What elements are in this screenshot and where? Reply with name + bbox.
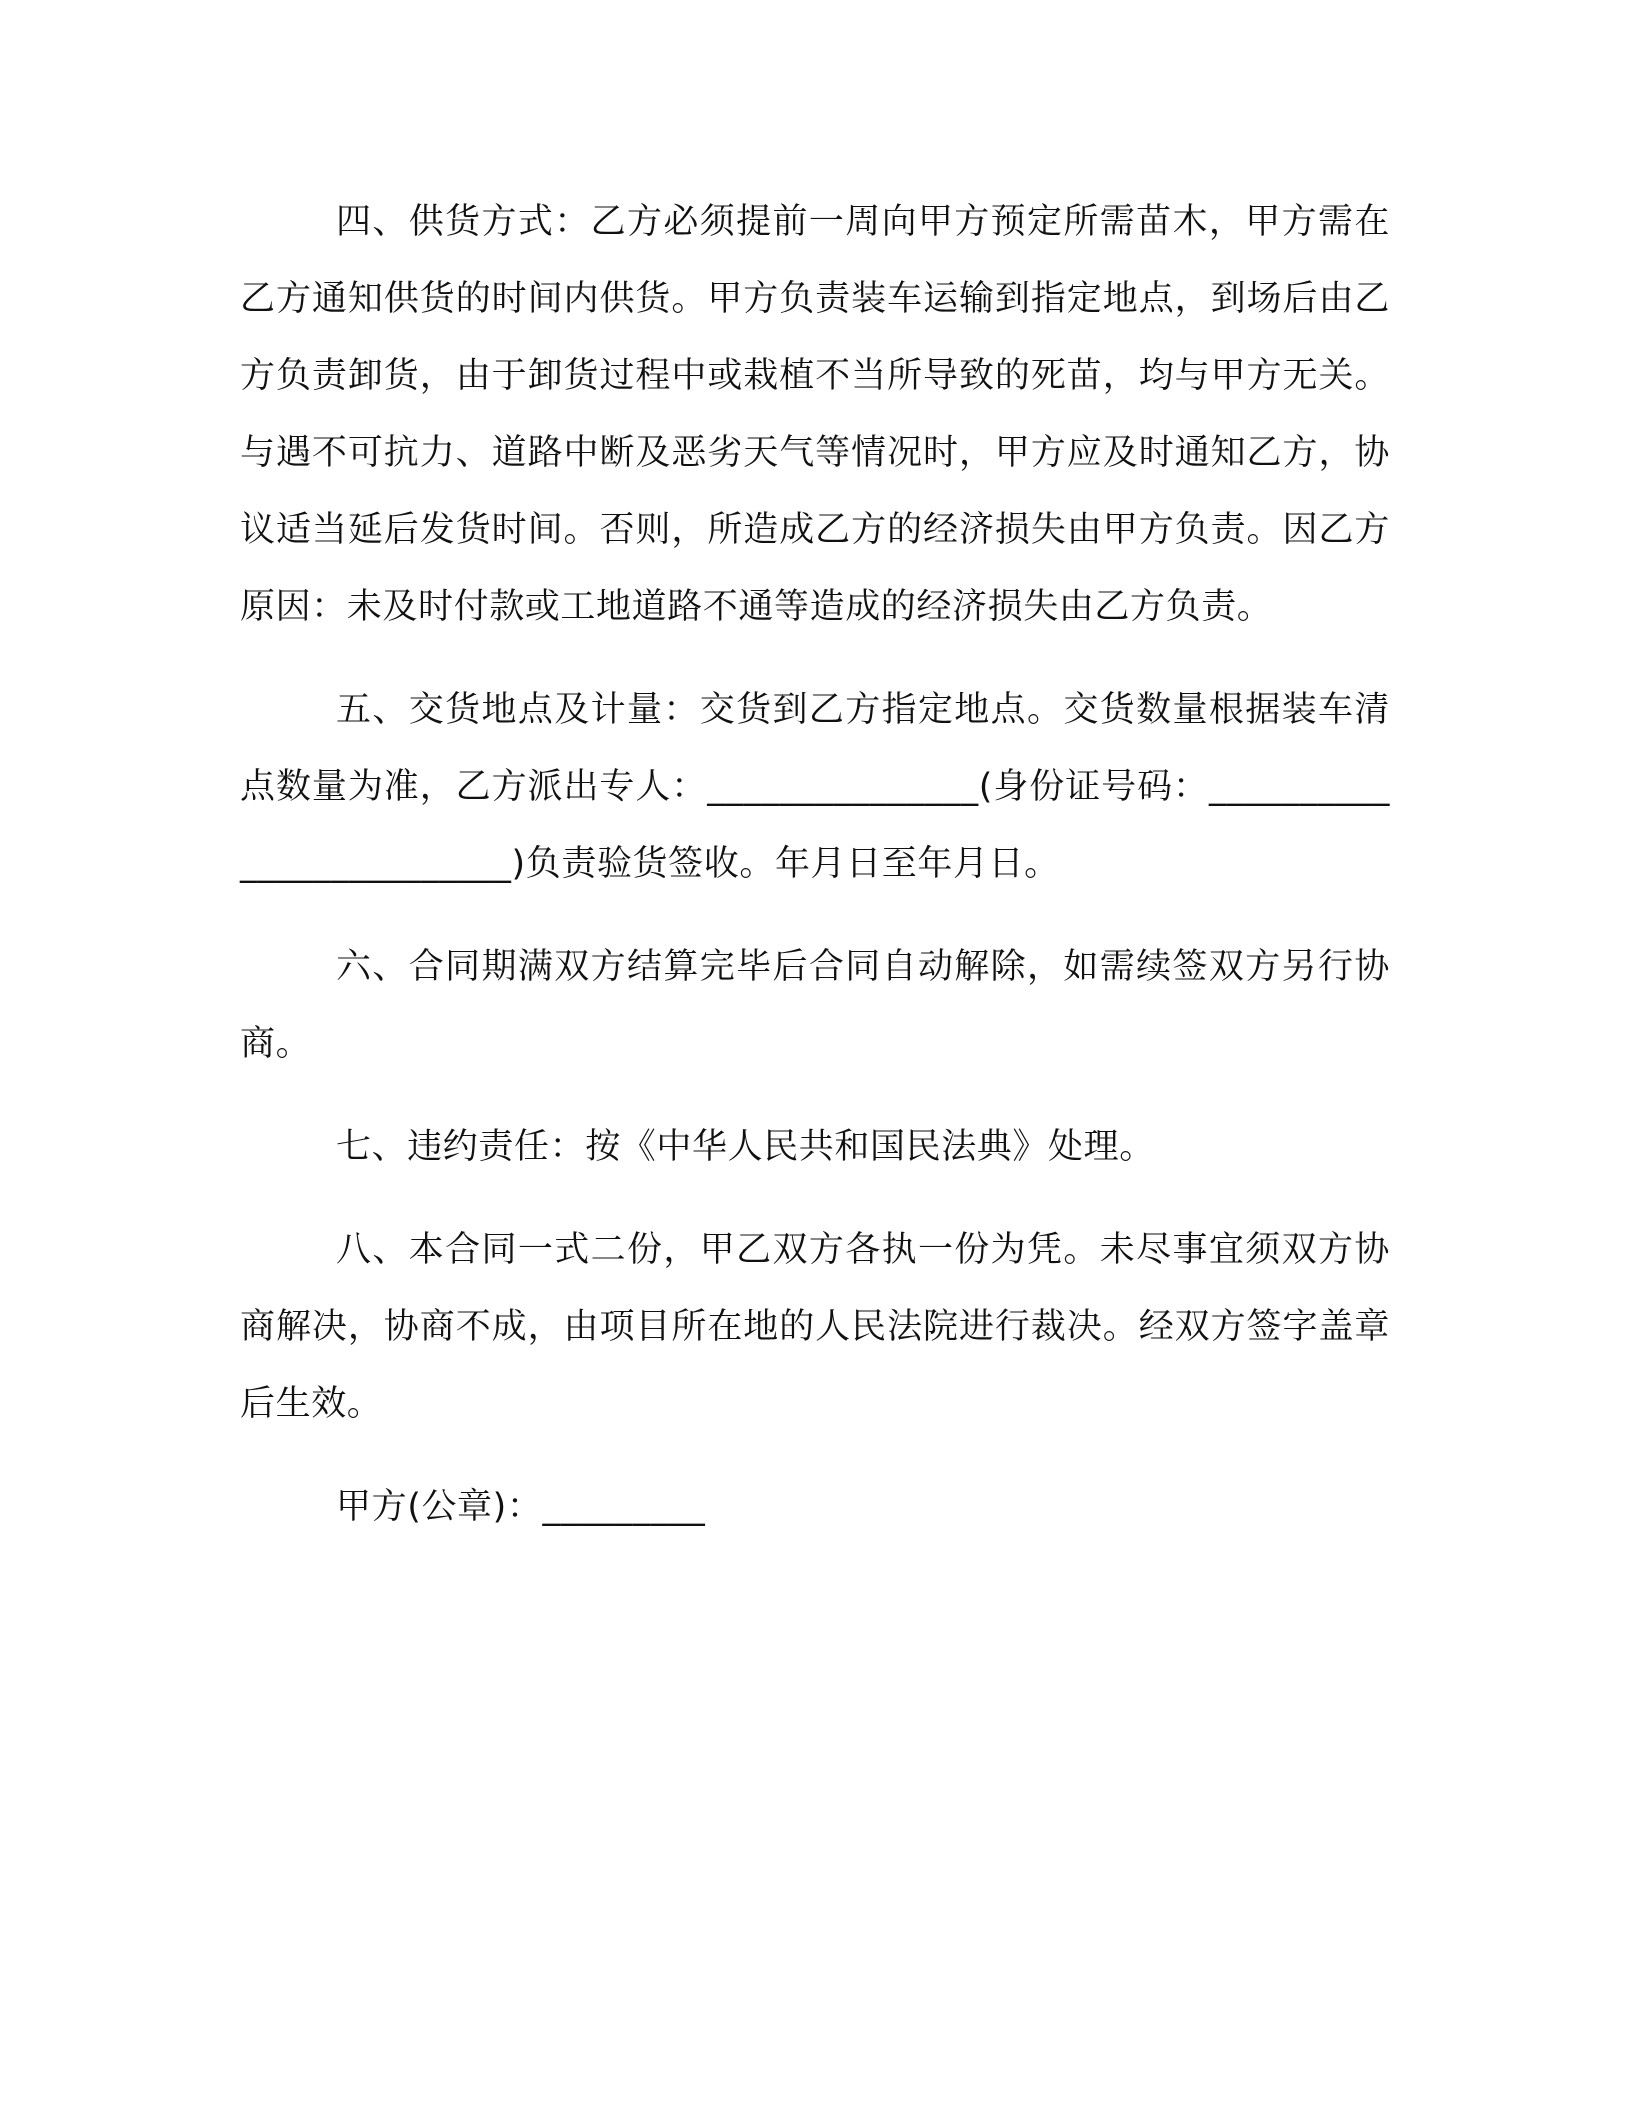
clause-eight-copies-and-effect: 八、本合同一式二份，甲乙双方各执一份为凭。未尽事宜须双方协商解决，协商不成，由项目所在地的人民法院进行裁决。经双方签字盖章后生效。 (240, 1230, 1390, 1424)
clause-seven-breach-liability: 七、违约责任：按《中华人民共和国民法典》处理。 (336, 1127, 1155, 1167)
clause-four-supply-method: 四、供货方式：乙方必须提前一周向甲方预定所需苗木，甲方需在乙方通知供货的时间内供货。甲方负责装车运输到指定地点，到场后由乙方负责卸货，由于卸货过程中或栽植不当所导致的死苗，均与甲方无关。与遇不可抗力、道路中断及恶劣天气等情况时，甲方应及时通知乙方，协议适当延后发货时间。否则，所造成乙方的经济损失由甲方负责。因乙方原因：未及时付款或工地道路不通等造成的经济损失由乙方负责。 (240, 202, 1390, 627)
clause-six-contract-expiry: 六、合同期满双方结算完毕后合同自动解除，如需续签双方另行协商。 (240, 947, 1390, 1064)
clause-five-delivery-location: 五、交货地点及计量：交货到乙方指定地点。交货数量根据装车清点数量为准，乙方派出专人：_______________(身份证号码：_________________________)负责验货签收。年月日至年月日。 (240, 690, 1390, 884)
contract-body (240, 184, 1390, 1546)
party-a-signature-line: 甲方(公章)：_________ (336, 1487, 706, 1527)
